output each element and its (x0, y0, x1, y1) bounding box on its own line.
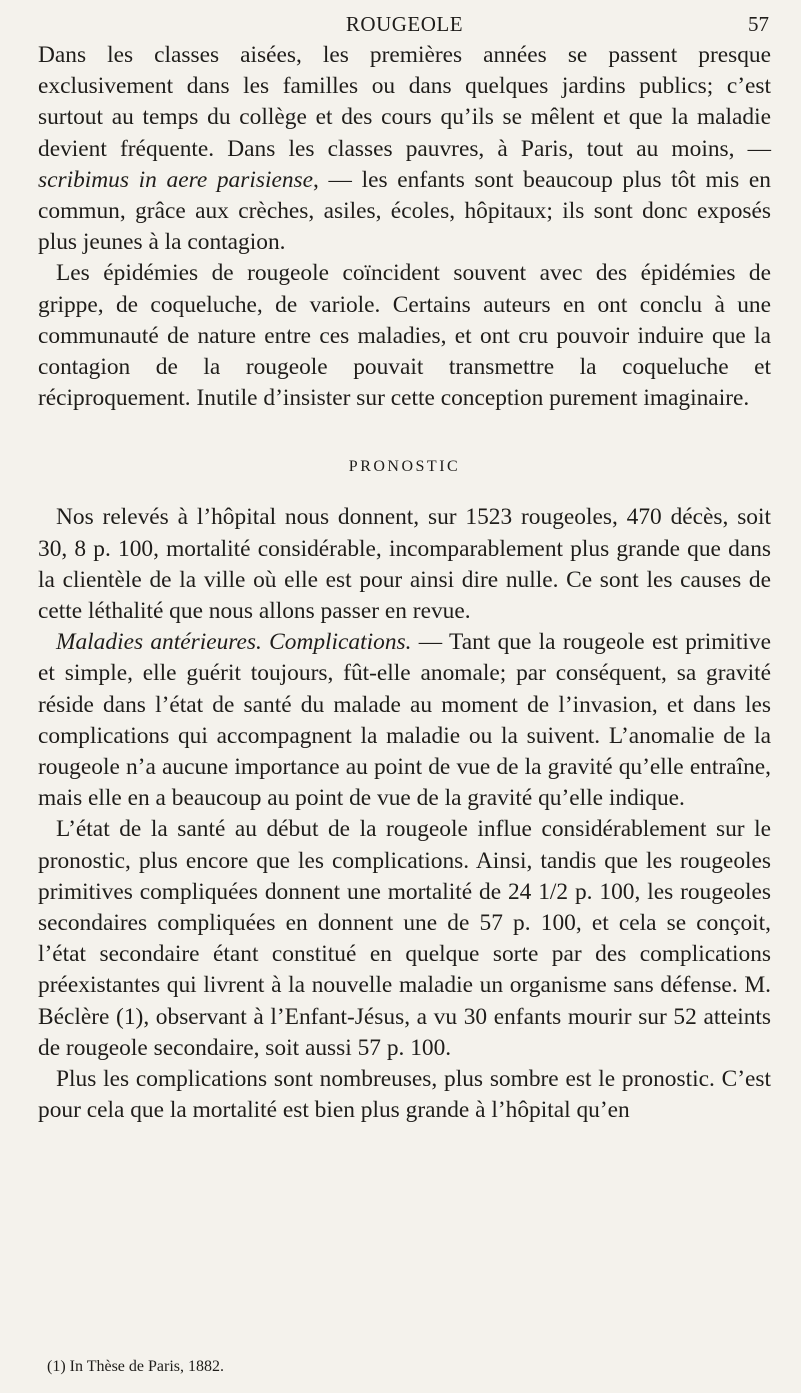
paragraph-text: Dans les classes aisées, les premières années se passent presque exclusivement dans les familles ou dans quelques jardins publics; c’est surtout au temps du collège et des cours qu’ils se mêlent et que la maladie devient fréquente. Dans les classes pauvres, à Paris, tout au moins, — (38, 42, 771, 162)
subheading-italic: Maladies antérieures. Complications. (56, 629, 412, 656)
paragraph-prognosis: Plus les complications sont nombreuses, plus sombre est le pronostic. C’est pour cela que la mortalité est bien plus grande à l’hôpital qu’en (38, 1066, 771, 1124)
paragraph-text: — Tant que la rougeole est primitive et simple, elle guérit toujours, fût-elle anomale; par conséquent, sa gravité réside dans l’état de santé du malade au moment de l’invasion, et dans les complications qui accompagnent la maladie ou la suivent. L’anomalie de la rougeole n’a aucune importance au point de vue de la gravité qu’elle entraîne, mais elle en a beaucoup au point de vue de la gravité qu’elle indique. (38, 629, 771, 812)
paragraph-epidemics: Les épidémies de rougeole coïncident souvent avec des épidémies de grippe, de coqueluche, de variole. Certains auteurs en ont conclu à une communauté de nature entre ces maladies, et ont cru pouvoir induire que la contagion de la rougeole pouvait transmettre la coqueluche et réciproquement. Inutile d’insister sur cette conception purement imaginaire. (38, 260, 771, 412)
paragraph-text: , — les enfants sont beaucoup plus tôt mis en commun, grâce aux crèches, asiles, écoles, hôpitaux; ils sont donc exposés plus jeunes à la contagion. (38, 166, 771, 256)
page-number: 57 (748, 12, 769, 36)
section-heading: PRONOSTIC (348, 458, 461, 476)
paragraph-hospital-statistics: Nos relevés à l’hôpital nous donnent, sur 1523 rougeoles, 470 décès, soit 30, 8 p. 100, mortalité considérable, incomparablement plus grande que dans la clientèle de la ville où elle est pour ainsi dire nulle. Ce sont les causes de cette léthalité que nous allons passer en revue. (38, 504, 771, 625)
body-text (38, 40, 771, 1127)
paragraph-complications (38, 627, 771, 814)
running-head (38, 8, 771, 38)
latin-phrase: scribimus in aere parisiense (38, 166, 314, 193)
footnote: (1) In Thèse de Paris, 1882. (47, 1358, 224, 1375)
paragraph-contagion-age (38, 40, 771, 258)
paragraph-health-state: L’état de la santé au début de la rougeole influe considérablement sur le pronostic, plus encore que les complications. Ainsi, tandis que les rougeoles primitives compliquées donnent une mortalité de 24 1/2 p. 100, les rougeoles secondaires compliquées en donnent une de 57 p. 100, et cela se conçoit, l’état secondaire étant constitué en quelque sorte par des complications préexistantes qui livrent à la nouvelle maladie un organisme sans défense. M. Béclère (1), observant à l’Enfant-Jésus, a vu 30 enfants mourir sur 52 atteints de rougeole secondaire, soit aussi 57 p. 100. (38, 816, 771, 1061)
running-title: ROUGEOLE (345, 12, 464, 36)
